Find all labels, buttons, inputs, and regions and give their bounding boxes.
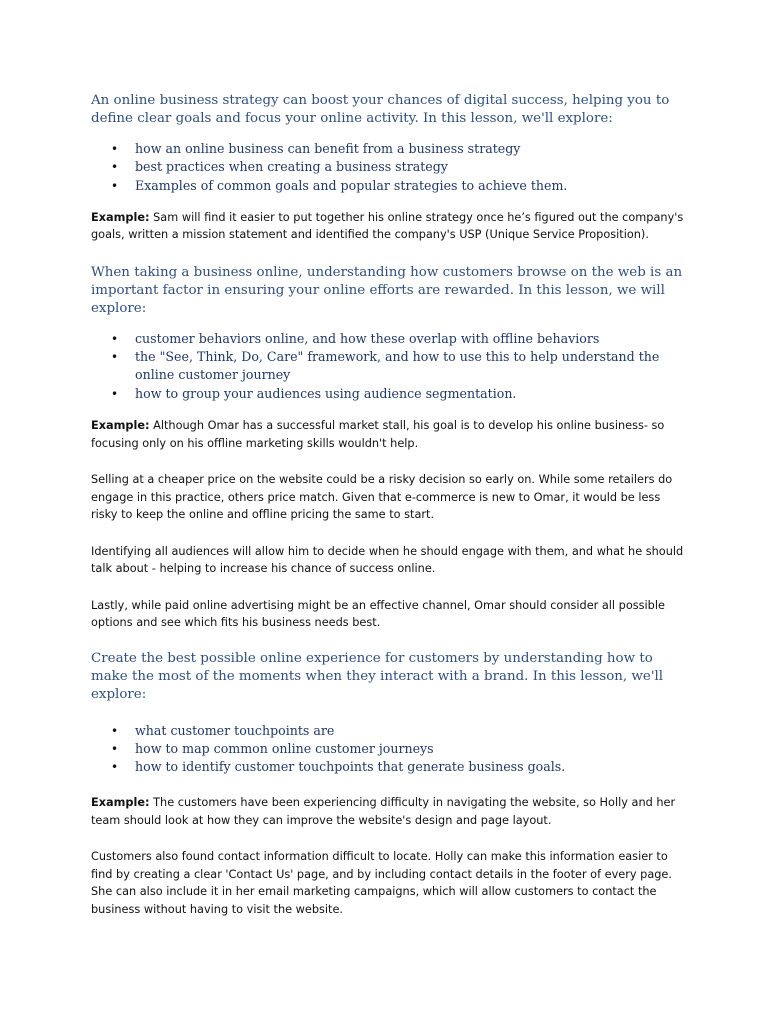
list-item: • how to map common online customer journeys [135,740,688,758]
example-label: Example: [91,419,150,433]
list-item: • Examples of common goals and popular strategies to achieve them. [135,177,688,195]
list-item: • best practices when creating a business strategy [135,158,688,176]
bullet-icon: • [111,142,119,156]
example-text: Sam will find it easier to put together his online strategy once he’s figured out the company's goals, written a mission statement and identified the company's USP (Unique Service Proposition). [91,210,684,242]
section-2-paragraph-1: Selling at a cheaper price on the website could be a risky decision so early on. While some retailers do engage in this practice, others price match. Given that e-commerce is new to Omar, it would be less risky to keep the online and offline pricing the same to start. [91,473,673,522]
example-label: Example: [91,796,150,810]
section-2-paragraph-2: Identifying all audiences will allow him to decide when he should engage with them, and what he should talk about - helping to increase his chance of success online. [91,544,684,576]
bullet-icon: • [111,741,119,756]
list-item: • how to group your audiences using audience segmentation. [135,385,688,403]
section-1-example [91,209,688,244]
section-3-intro: Create the best possible online experience for customers by understanding how to make the most of the moments when they interact with a brand. In this lesson, we'll explore: [91,650,664,702]
bullet-icon: • [111,331,119,346]
example-label: Example: [91,210,150,224]
bullet-icon: • [111,160,119,175]
bullet-icon: • [111,350,119,365]
list-item: • customer behaviors online, and how these overlap with offline behaviors [135,330,688,348]
bullet-icon: • [111,760,119,775]
section-3-bullet-list [91,722,688,777]
section-2-example [91,417,688,452]
section-1-bullet-list [91,140,688,195]
bullet-icon: • [111,386,119,401]
list-item: • how to identify customer touchpoints that generate business goals. [135,758,688,776]
list-item: • what customer touchpoints are [135,722,688,740]
section-1-intro: An online business strategy can boost your chances of digital success, helping you to define clear goals and focus your online activity. In this lesson, we'll explore: [91,93,670,126]
list-item: • how an online business can benefit from a business strategy [135,140,688,158]
section-3-example [91,794,688,829]
list-item: • the "See, Think, Do, Care" framework, and how to use this to help understand the online customer journey [111,349,660,383]
bullet-icon: • [111,178,119,193]
bullet-icon: • [111,723,119,738]
example-text: Although Omar has a successful market stall, his goal is to develop his online business- so focusing only on his offline marketing skills wouldn't help. [91,419,665,450]
example-text: The customers have been experiencing difficulty in navigating the website, so Holly and her team should look at how they can improve the website's design and page layout. [91,796,676,827]
section-3-paragraph-1: Customers also found contact information difficult to locate. Holly can make this information easier to find by creating a clear 'Contact Us' page, and by including contact details in the footer of every page. She can also include it in her email marketing campaigns, which will allow customers to contact the business without having to visit the website. [91,850,672,916]
section-2-intro: When taking a business online, understanding how customers browse on the web is an important factor in ensuring your online efforts are rewarded. In this lesson, we will explore: [91,264,683,316]
section-2-bullet-list [91,330,688,403]
section-2-paragraph-3: Lastly, while paid online advertising might be an effective channel, Omar should consider all possible options and see which fits his business needs best. [91,598,665,630]
